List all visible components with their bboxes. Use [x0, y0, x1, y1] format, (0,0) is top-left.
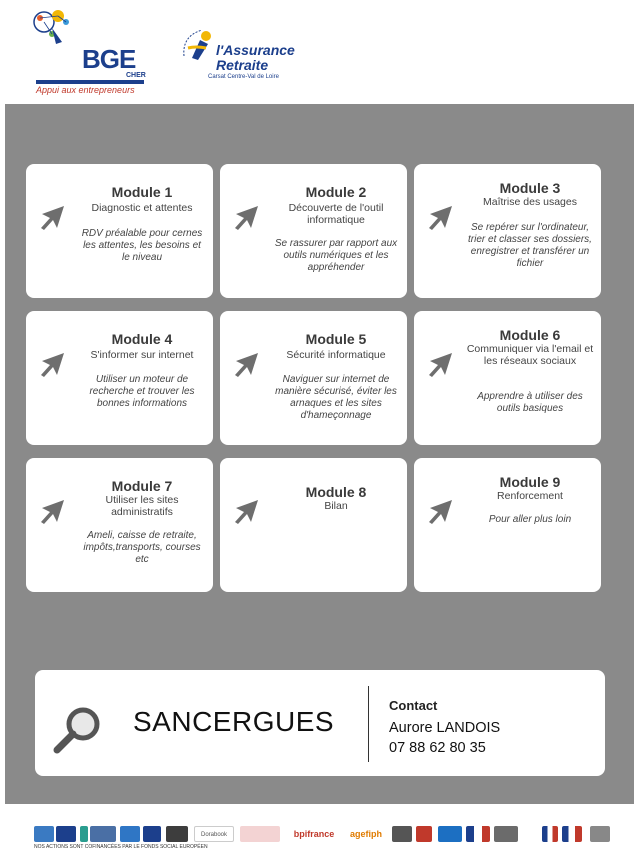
module-subtitle: S'informer sur internet — [90, 349, 194, 361]
bge-bar — [36, 80, 144, 84]
module-card-4 — [26, 311, 213, 445]
header — [0, 0, 638, 100]
module-title: Module 4 — [111, 331, 173, 347]
module-description: Se repérer sur l'ordinateur, trier et classer ses dossiers, enregistrer et transférer un fichier — [468, 222, 592, 269]
partner-logo — [590, 826, 610, 842]
module-card-3 — [414, 164, 601, 298]
module-title: Module 7 — [111, 478, 173, 494]
marianne-logo — [466, 826, 490, 842]
module-title: Module 1 — [111, 184, 173, 200]
cursor-arrow-icon — [426, 204, 454, 232]
partner-logo — [120, 826, 140, 842]
contact-phone[interactable]: 07 88 62 80 35 — [389, 740, 486, 756]
module-title: Module 2 — [305, 184, 367, 200]
bpifrance-logo: bpifrance — [286, 826, 342, 842]
partner-logo — [438, 826, 462, 842]
module-card-7 — [26, 458, 213, 592]
module-title: Module 9 — [499, 474, 561, 490]
module-card-6 — [414, 311, 601, 445]
cursor-arrow-icon — [38, 498, 66, 526]
eu-flag-icon — [56, 826, 76, 842]
marianne-logo — [542, 826, 558, 842]
module-card-8 — [220, 458, 407, 592]
carsat-logo — [178, 26, 298, 86]
module-description: Se rassurer par rapport aux outils numériques et les appréhender — [274, 238, 398, 273]
module-subtitle: Découverte de l'outil informatique — [288, 202, 384, 226]
partner-logo — [416, 826, 432, 842]
module-description: RDV préalable pour cernes les attentes, les besoins et le niveau — [81, 228, 203, 263]
module-card-2 — [220, 164, 407, 298]
module-description: Pour aller plus loin — [488, 514, 572, 525]
contact-name: Aurore LANDOIS — [389, 720, 501, 736]
cursor-arrow-icon — [232, 498, 260, 526]
module-subtitle: Renforcement — [497, 490, 563, 502]
partner-logo — [240, 826, 280, 842]
module-subtitle: Maîtrise des usages — [483, 196, 577, 208]
marianne-logo — [562, 826, 582, 842]
cursor-arrow-icon — [426, 351, 454, 379]
module-title: Module 5 — [305, 331, 367, 347]
module-card-5 — [220, 311, 407, 445]
bge-name: BGE — [82, 44, 136, 74]
module-description: Naviguer sur internet de manière sécurisé, éviter les arnaques et les sites d'hameçonnage — [275, 374, 397, 421]
module-description: Ameli, caisse de retraite, impôts,transports, courses etc — [83, 530, 201, 565]
footer-funding-text: NOS ACTIONS SONT COFINANCÉES PAR LE FONDS SOCIAL EUROPÉEN — [34, 844, 208, 850]
cursor-arrow-icon — [232, 204, 260, 232]
module-description: Apprendre à utiliser des outils basiques — [477, 391, 583, 414]
partner-logo — [392, 826, 412, 842]
carsat-sub: Carsat Centre-Val de Loire — [208, 74, 279, 80]
module-title: Module 6 — [499, 327, 561, 343]
dorabook-logo: Dorabook — [194, 826, 234, 842]
agefiph-logo: agefiph — [346, 826, 386, 842]
eu-flag-icon — [143, 826, 161, 842]
partner-logo — [494, 826, 518, 842]
partner-logos — [0, 818, 638, 864]
bge-sub: CHER — [126, 72, 146, 79]
contact-divider — [368, 686, 369, 762]
contact-box — [35, 670, 605, 776]
cursor-arrow-icon — [38, 351, 66, 379]
module-subtitle: Communiquer via l'email et les réseaux sociaux — [466, 343, 594, 367]
module-card-1 — [26, 164, 213, 298]
carsat-name-line1: l'Assurance — [216, 42, 295, 58]
partner-logo — [166, 826, 188, 842]
cursor-arrow-icon — [232, 351, 260, 379]
carsat-name-line2: Retraite — [216, 57, 269, 73]
magnifier-icon — [51, 704, 105, 758]
cursor-arrow-icon — [38, 204, 66, 232]
bge-tagline: Appui aux entrepreneurs — [36, 85, 135, 95]
module-subtitle: Bilan — [324, 500, 348, 512]
carsat-figure-icon — [178, 26, 218, 66]
module-title: Module 3 — [499, 180, 561, 196]
cursor-arrow-icon — [426, 498, 454, 526]
bge-logo — [32, 8, 150, 95]
module-description: Utiliser un moteur de recherche et trouver les bonnes informations — [89, 374, 195, 409]
partner-logo — [80, 826, 88, 842]
module-subtitle: Utiliser les sites administratifs — [105, 494, 179, 518]
module-subtitle: Sécurité informatique — [286, 349, 386, 361]
city-name: SANCERGUES — [133, 706, 335, 737]
module-title: Module 8 — [305, 484, 367, 500]
partner-logo — [90, 826, 116, 842]
contact-label: Contact — [389, 698, 438, 713]
module-card-9 — [414, 458, 601, 592]
module-subtitle: Diagnostic et attentes — [91, 202, 193, 214]
partner-logo — [34, 826, 54, 842]
